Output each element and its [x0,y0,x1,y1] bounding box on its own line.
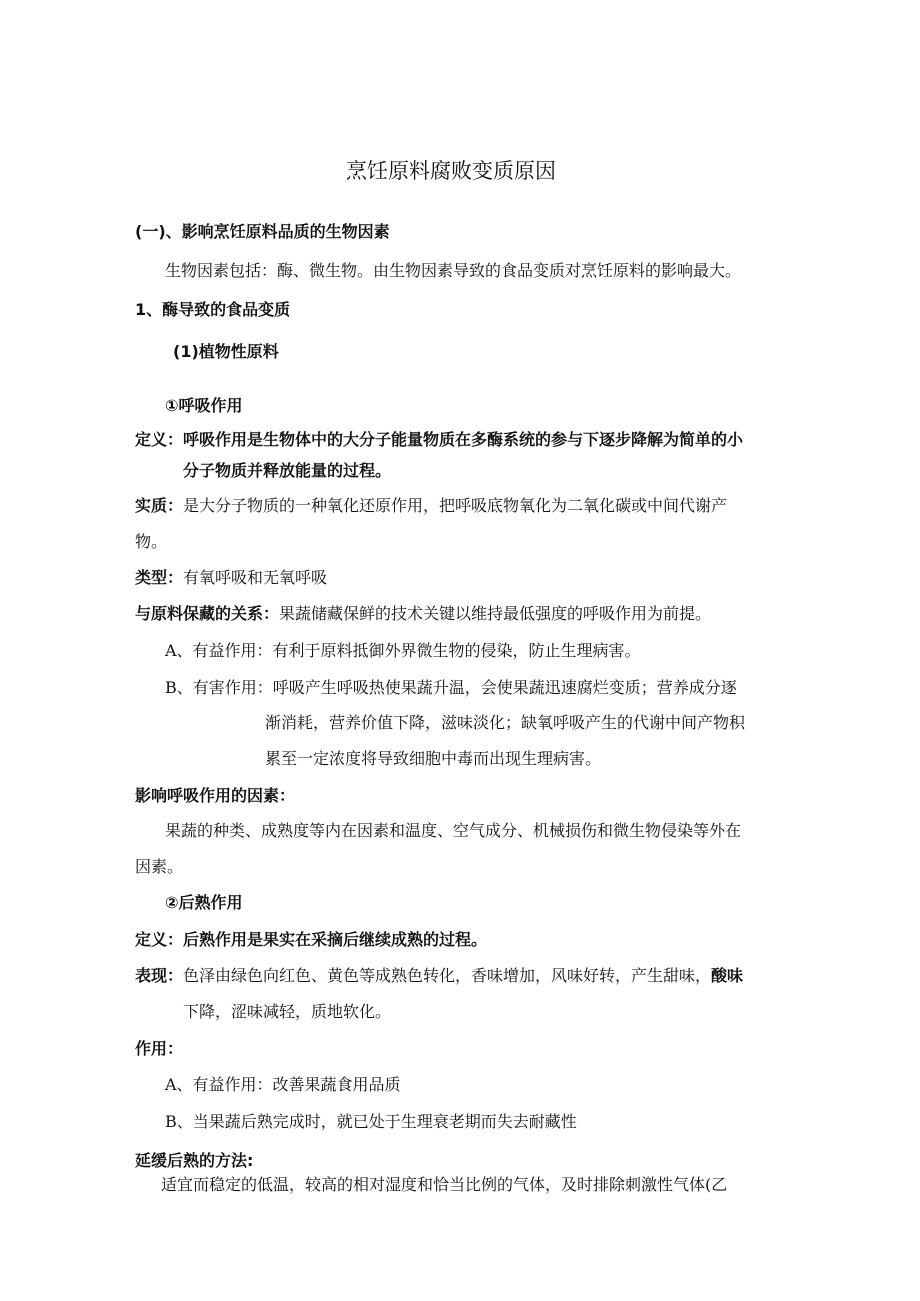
essence-line-cont: 物。 [135,532,168,551]
subsection-heading: 1、酶导致的食品变质 [135,300,291,319]
subsubsection-heading: (1)植物性原料 [173,342,279,361]
type-text: 有氧呼吸和无氧呼吸 [183,568,328,587]
type-line [135,568,327,588]
essence-line [135,496,727,516]
relation-text: 果蔬储藏保鲜的技术关键以维持最低强度的呼吸作用为前提。 [279,604,712,623]
section-heading: (一)、影响烹饪原料品质的生物因素 [135,222,390,241]
ripening-def-text: 后熟作用是果实在采摘后继续成熟的过程。 [183,930,488,949]
delay-text: 适宜而稳定的低温，较高的相对湿度和恰当比例的气体，及时排除刺激性气体(乙 [161,1175,728,1194]
effect-benefit-line: A、有益作用：改善果蔬食用品质 [165,1075,401,1094]
respiration-heading: ①呼吸作用 [165,396,243,415]
performance-text-bold: 酸味 [711,966,744,985]
harm-line-cont-1: 渐消耗，营养价值下降，滋味淡化；缺氧呼吸产生的代谢中间产物积 [265,713,746,732]
benefit-line: A、有益作用：有利于原料抵御外界微生物的侵染，防止生理病害。 [165,641,641,660]
delay-label: 延缓后熟的方法: [135,1151,254,1170]
respiration-definition [135,430,743,450]
ripening-def-label: 定义： [135,930,184,949]
performance-line-cont: 下降，涩味减轻，质地软化。 [183,1002,392,1021]
effect-b-line: B、当果蔬后熟完成时，就已处于生理衰老期而失去耐藏性 [165,1112,577,1131]
effect-label: 作用： [135,1039,184,1058]
type-label: 类型： [135,568,184,587]
essence-label: 实质： [135,496,184,515]
performance-label: 表现： [135,966,184,985]
ripening-definition [135,930,487,950]
performance-text: 色泽由绿色向红色、黄色等成熟色转化，香味增加，风味好转，产生甜味， [183,966,712,985]
relation-line [135,604,711,624]
performance-line [135,966,743,986]
factors-text: 果蔬的种类、成熟度等内在因素和温度、空气成分、机械损伤和微生物侵染等外在 [165,821,742,840]
intro-paragraph: 生物因素包括：酶、微生物。由生物因素导致的食品变质对烹饪原料的影响最大。 [165,261,742,280]
definition-label: 定义： [135,430,184,449]
harm-line: B、有害作用：呼吸产生呼吸热使果蔬升温，会使果蔬迅速腐烂变质；营养成分逐 [165,678,737,697]
ripening-heading: ②后熟作用 [165,893,243,912]
essence-text: 是大分子物质的一种氧化还原作用，把呼吸底物氧化为二氧化碳或中间代谢产 [183,496,728,515]
relation-label: 与原料保藏的关系： [135,604,280,623]
definition-text: 呼吸作用是生物体中的大分子能量物质在多酶系统的参与下逐步降解为简单的小 [183,430,744,449]
respiration-definition-cont: 分子物质并释放能量的过程。 [183,461,392,480]
page-title: 烹饪原料腐败变质原因 [346,159,556,183]
factors-label: 影响呼吸作用的因素： [135,786,296,805]
factors-text-cont: 因素。 [135,857,184,876]
harm-line-cont-2: 累至一定浓度将导致细胞中毒而出现生理病害。 [265,749,602,768]
